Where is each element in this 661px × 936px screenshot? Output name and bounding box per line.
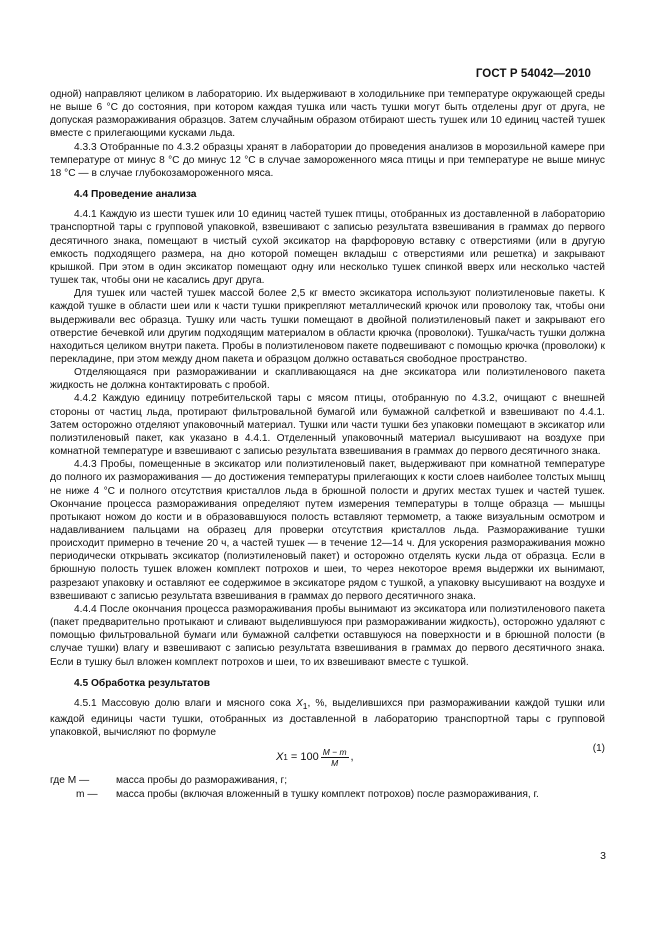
variable-x: X [295, 697, 303, 709]
paragraph-4-4-4: 4.4.4 После окончания процесса размораживания пробы вынимают из эксикатора или полиэтиленового пакета (пакет предварительно протыкают и сливают выделившуюся при размораживании жидкость), осторожно удаляют с помощью фильтровальной бумаги или бумажной салфетки оставшуюся на поверхности и в брюшной полости (в случае тушки) влагу и взвешивают с записью результата взвешивания в граммах до первого десятичного знака. Если в тушку был вложен комплект потрохов и шеи, то их взвешивают вместе с тушкой. [50, 603, 605, 668]
paragraph-4-5-1-lead: 4.5.1 Массовую долю влаги и мясного сока [74, 697, 296, 709]
definition-term: m — [76, 788, 98, 800]
definition-text: масса пробы до размораживания, г; [116, 775, 288, 787]
paragraph-4-4-3: 4.4.3 Пробы, помещенные в эксикатор или полиэтиленовый пакет, выдерживают при комнатной температуре до полного их размораживания — до достижения температуры прилегающих к кости слоев наиболее толстых мышц не ниже 4 °С и полного отсутствия кристаллов льда в брюшной полости и других местах тушек и частей тушек. Окончание процесса размораживания определяют путем измерения температуры в толще образца — мышцы протыкают ножом до кости и в образовавшуюся полость вставляют термометр, а также визуальным осмотром и надавливанием пальцами на образец для проверки отсутствия кристаллов льда. Размораживание тушки происходит примерно в течение 20 ч, а частей тушек — в течение 12—14 ч. Для ускорения размораживания можно периодически открывать эксикатор (полиэтиленовый пакет) и осторожно отделять куски льда от образца. Если в брюшную полость тушек вложен комплект потрохов и шеи, то через некоторое время выдержки их вынимают, разрезают упаковку и оставляют ее содержимое в эксикаторе рядом с тушкой, а упаковку высушивают на воздухе и взвешивают с записью результата взвешивания в граммах до первого десятичного знака. [50, 459, 605, 602]
paragraph-4-4-2: 4.4.2 Каждую единицу потребительской тары с мясом птицы, отобранную по 4.3.2, очищают с внешней стороны от частиц льда, протирают фильтровальной бумагой или бумажной салфеткой и взвешивают по 4.4.1. Затем осторожно отделяют упаковочный материал. Тушки или части тушки без упаковки помещают в эксикатор или полиэтиленовый пакет, как указано в 4.4.1. Отделенный упаковочный материал высушивают на воздухе при комнатной температуре и взвешивают с записью результата взвешивания в граммах до первого десятичного знака. [50, 393, 605, 458]
formula-lhs-var: X [276, 751, 284, 764]
formula-fraction [321, 747, 349, 768]
paragraph-liquid: Отделяющаяся при размораживании и скапливающаяся на дне эксикатора или полиэтиленового пакета жидкость не должна контактировать с пробой. [50, 367, 605, 392]
paragraph-4-3-3: 4.3.3 Отобранные по 4.3.2 образцы хранят в лаборатории до проведения анализов в морозильной камере при температуре от минус 8 °С до минус 12 °С в случае замороженного мяса птицы и при температуре не выше минус 18 °С — в случае глубокозамороженного мяса. [50, 141, 605, 179]
definition-item [50, 774, 605, 787]
formula-denominator: M [331, 758, 339, 769]
section-heading-4-5: 4.5 Обработка результатов [74, 677, 211, 689]
formula-tail: , [350, 751, 354, 764]
definition-item [50, 788, 605, 801]
paragraph-bags: Для тушек или частей тушек массой более 2,5 кг вместо эксикатора используют полиэтиленовые пакеты. К каждой тушке в области шеи или к части тушки прикрепляют металлический крючок или проволоку так, чтобы они выдерживали вес образца. Тушку или часть тушки помещают в двойной полиэтиленовый пакет и закрывают его отверстие бечевкой или другим подходящим материалом в области крючка (проволоки). Тушка/часть тушки должна находиться целиком внутри пакета. Пробы в полиэтиленовом пакете подвешивают с помощью крючка (проволоки) к перекладине, при этом между дном пакета и образцом должно оставаться свободное пространство. [50, 288, 605, 365]
paragraph-4-5-1 [50, 697, 605, 740]
document-body [50, 88, 605, 801]
paragraph-4-5-1-rest: , %, выделившихся при размораживании каждой тушки или каждой единицы части тушки, отобранных из доставленной в лабораторию транспортной тары с групповой упаковкой, вычисляют по формуле [50, 697, 605, 739]
paragraph-continuation: одной) направляют целиком в лабораторию. Их выдерживают в холодильнике при температуре окружающей среды не выше 6 °С до состояния, при котором каждая тушка или часть тушки могут быть отделены друг от друга, не допуская размораживания образцов. Затем случайным образом отбирают шесть тушек или 10 единиц частей тушек вместе с прилегающими кусками льда. [50, 89, 605, 140]
formula-1 [276, 747, 354, 768]
formula-equals: = 100 [287, 751, 319, 764]
section-heading-4-4: 4.4 Проведение анализа [74, 189, 197, 201]
definitions [50, 774, 605, 800]
formula-numerator: M − m [322, 747, 347, 758]
definition-term: где M — [50, 775, 90, 787]
definition-text: масса пробы (включая вложенный в тушку комплект потрохов) после размораживания, г. [116, 788, 539, 800]
page-number: 3 [600, 850, 606, 862]
formula-row [50, 742, 605, 772]
variable-x-subscript: 1 [302, 700, 308, 711]
standard-code-header: ГОСТ Р 54042—2010 [475, 68, 591, 80]
formula-lhs-sub: 1 [283, 753, 288, 763]
formula-number: (1) [592, 743, 605, 755]
paragraph-4-4-1: 4.4.1 Каждую из шести тушек или 10 единиц частей тушек птицы, отобранных из доставленной в лабораторию транспортной тары с групповой упаковкой, взвешивают с записью результата взвешивания в граммах до первого десятичного знака, помещают в чистый сухой эксикатор на фарфоровую вставку с отверстиями (или в другую емкость подходящего размера, на дно которой помещен вкладыш с отверстиями или решетка) и закрывают крышкой. При этом в один эксикатор помещают одну или несколько тушек спинкой вверх или несколько частей тушек так, чтобы они не касались друг друга. [50, 209, 605, 287]
